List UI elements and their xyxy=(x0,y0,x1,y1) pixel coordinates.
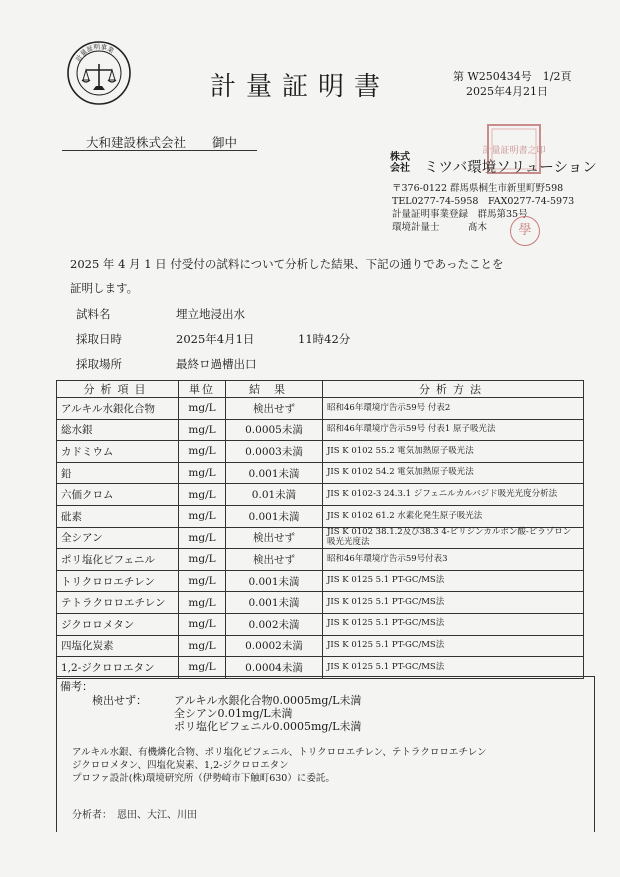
table-row xyxy=(57,505,584,527)
header-item: 分析項目 xyxy=(57,381,179,398)
issue-date: 2025年4月21日 xyxy=(466,85,548,98)
company-phone-fax: TEL0277-74-5958 FAX0277-74-5973 xyxy=(392,196,575,207)
cell-method: 昭和46年環境庁告示59号 付表2 xyxy=(323,398,584,420)
cell-unit: mg/L xyxy=(179,419,226,441)
cell-result: 0.001未満 xyxy=(226,462,323,484)
company-name: ミツバ環境ソリューション xyxy=(424,160,597,176)
cell-result: 0.01未満 xyxy=(226,484,323,506)
subcontract-line-3: プロファ設計(株)環境研究所（伊勢崎市下触町630）に委託。 xyxy=(72,773,335,784)
cell-unit: mg/L xyxy=(179,398,226,420)
cell-item: トリクロロエチレン xyxy=(57,570,179,592)
sampling-datetime-label: 採取日時 xyxy=(76,332,122,346)
certification-seal-icon xyxy=(66,40,132,106)
statement-line-1: 2025 年 4 月 1 日 付受付の試料について分析した結果、下記の通りであったことを xyxy=(70,257,504,271)
cell-unit: mg/L xyxy=(179,592,226,614)
personal-seal-text: 學 xyxy=(518,223,532,238)
cell-item: ポリ塩化ビフェニル xyxy=(57,549,179,571)
cell-result: 0.0003未満 xyxy=(226,441,323,463)
cell-method: JIS K 0125 5.1 PT-GC/MS法 xyxy=(323,635,584,657)
cell-item: 砒素 xyxy=(57,505,179,527)
header-method: 分析方法 xyxy=(323,381,584,398)
cell-unit: mg/L xyxy=(179,613,226,635)
cell-item: テトラクロロエチレン xyxy=(57,592,179,614)
cell-item: 四塩化炭素 xyxy=(57,635,179,657)
cell-item: ジクロロメタン xyxy=(57,613,179,635)
cell-method: JIS K 0102 55.2 電気加熱原子吸光法 xyxy=(323,441,584,463)
company-kind-1: 株式 xyxy=(390,152,410,163)
cell-method: JIS K 0102 61.2 水素化発生原子吸光法 xyxy=(323,505,584,527)
table-row xyxy=(57,613,584,635)
cell-item: 1,2-ジクロロエタン xyxy=(57,657,179,679)
not-detected-label: 検出せず： xyxy=(92,694,147,707)
table-header-row xyxy=(57,381,584,398)
cell-result: 0.001未満 xyxy=(226,570,323,592)
cell-item: 六価クロム xyxy=(57,484,179,506)
cell-unit: mg/L xyxy=(179,505,226,527)
seal-text: 計量証明事業 xyxy=(74,42,116,64)
cell-unit: mg/L xyxy=(179,484,226,506)
results-table xyxy=(56,380,584,679)
recipient xyxy=(86,133,237,151)
recipient-honorific: 御中 xyxy=(212,135,238,150)
company-kind xyxy=(390,152,410,174)
cell-unit: mg/L xyxy=(179,462,226,484)
cell-method: JIS K 0125 5.1 PT-GC/MS法 xyxy=(323,592,584,614)
subcontract-line-1: アルキル水銀、有機燐化合物、ポリ塩化ビフェニル、トリクロロエチレン、テトラクロロエチレン xyxy=(72,747,487,758)
environmental-measurer: 環境計量士 髙木 xyxy=(392,222,488,233)
header-result: 結果 xyxy=(226,381,323,398)
cell-unit: mg/L xyxy=(179,570,226,592)
cell-result: 検出せず xyxy=(226,398,323,420)
cell-unit: mg/L xyxy=(179,441,226,463)
document-number: 第 W250434号 1/2頁 xyxy=(453,70,572,83)
table-row xyxy=(57,549,584,571)
header-unit: 単位 xyxy=(179,381,226,398)
cell-unit: mg/L xyxy=(179,635,226,657)
sampling-place-label: 採取場所 xyxy=(76,357,122,371)
not-detected-line-2: 全シアン0.01mg/L未満 xyxy=(174,707,293,720)
cell-unit: mg/L xyxy=(179,657,226,679)
sampling-time: 11時42分 xyxy=(298,332,351,346)
cell-unit: mg/L xyxy=(179,527,226,549)
cell-method: JIS K 0125 5.1 PT-GC/MS法 xyxy=(323,657,584,679)
subcontract-line-2: ジクロロメタン、四塩化炭素、1,2-ジクロロエタン xyxy=(72,760,289,771)
table-row xyxy=(57,441,584,463)
table-row xyxy=(57,657,584,679)
table-row xyxy=(57,398,584,420)
cell-method: JIS K 0102 54.2 電気加熱原子吸光法 xyxy=(323,462,584,484)
cell-method: 昭和46年環境庁告示59号付表3 xyxy=(323,549,584,571)
not-detected-line-3: ポリ塩化ビフェニル0.0005mg/L未満 xyxy=(174,720,362,733)
cell-result: 0.001未満 xyxy=(226,592,323,614)
cell-result: 0.0002未満 xyxy=(226,635,323,657)
table-row xyxy=(57,570,584,592)
svg-text:計量証明事業 xyxy=(73,42,116,63)
recipient-name: 大和建設株式会社 xyxy=(86,135,187,150)
cell-result: 0.001未満 xyxy=(226,505,323,527)
cell-method: JIS K 0102 38.1.2及び38.3 4-ピリジンカルボン酸-ピラゾロン吸光光度法 xyxy=(323,527,584,549)
analysts: 分析者： 恩田、大江、川田 xyxy=(72,810,197,821)
cell-item: 総水銀 xyxy=(57,419,179,441)
remarks-label: 備考： xyxy=(60,680,93,693)
company-registration: 計量証明事業登録 群馬第35号 xyxy=(392,209,528,220)
cell-result: 検出せず xyxy=(226,549,323,571)
document-title: 計量証明書 xyxy=(210,72,391,102)
not-detected-line-1: アルキル水銀化合物0.0005mg/L未満 xyxy=(174,694,362,707)
sample-name-label: 試料名 xyxy=(76,307,111,321)
personal-seal-icon xyxy=(510,216,540,246)
table-row xyxy=(57,635,584,657)
cell-item: 全シアン xyxy=(57,527,179,549)
cell-method: JIS K 0125 5.1 PT-GC/MS法 xyxy=(323,570,584,592)
table-row xyxy=(57,484,584,506)
sampling-date: 2025年4月1日 xyxy=(176,332,255,346)
cell-item: カドミウム xyxy=(57,441,179,463)
cell-item: 鉛 xyxy=(57,462,179,484)
sample-name: 埋立地浸出水 xyxy=(176,307,245,321)
cell-result: 0.002未満 xyxy=(226,613,323,635)
table-row xyxy=(57,419,584,441)
cell-item: アルキル水銀化合物 xyxy=(57,398,179,420)
cell-result: 検出せず xyxy=(226,527,323,549)
company-kind-2: 会社 xyxy=(390,163,410,174)
cell-unit: mg/L xyxy=(179,549,226,571)
cell-result: 0.0005未満 xyxy=(226,419,323,441)
cell-method: 昭和46年環境庁告示59号 付表1 原子吸光法 xyxy=(323,419,584,441)
table-row xyxy=(57,462,584,484)
sampling-place: 最終ロ過槽出口 xyxy=(176,357,257,371)
cell-result: 0.0004未満 xyxy=(226,657,323,679)
cell-method: JIS K 0102-3 24.3.1 ジフェニルカルバジド吸光光度分析法 xyxy=(323,484,584,506)
table-row xyxy=(57,527,584,549)
company-seal-text: 計量証明書之印 xyxy=(482,146,546,156)
table-row xyxy=(57,592,584,614)
cell-method: JIS K 0125 5.1 PT-GC/MS法 xyxy=(323,613,584,635)
company-address: 〒376-0122 群馬県桐生市新里町野598 xyxy=(392,183,564,194)
statement-line-2: 証明します。 xyxy=(70,281,139,295)
recipient-underline xyxy=(62,150,257,151)
